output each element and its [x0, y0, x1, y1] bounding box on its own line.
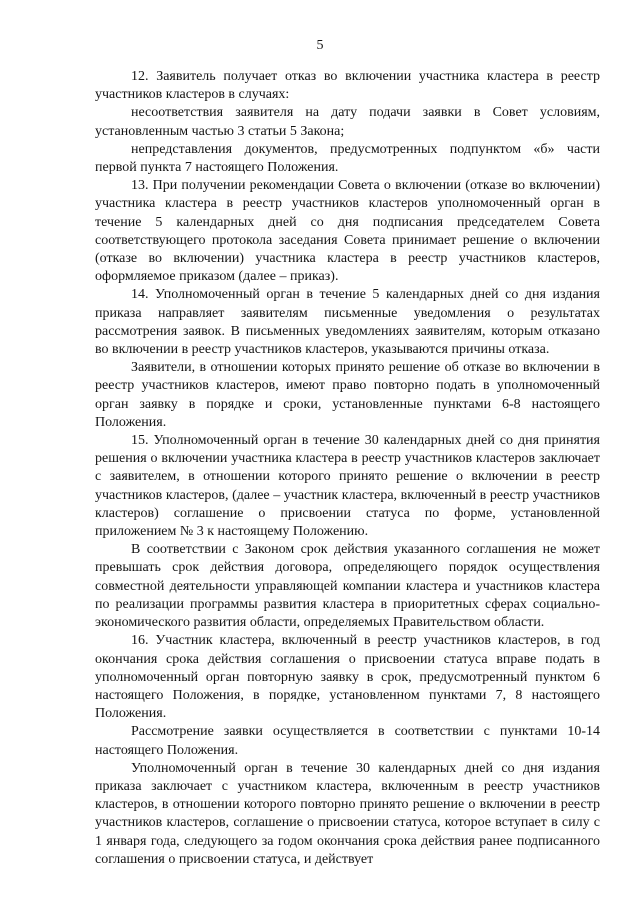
- paragraph-15: 15. Уполномоченный орган в течение 30 календарных дней со дня принятия решения о включении участника кластера в реестр участников кластеров заключает с заявителем, в отношении которого принято решение о включении в реестр участников кластеров, (далее – участник кластера, включенный в реестр участников кластеров) соглашение о присвоении статуса по форме, установленной приложением № 3 к настоящему Положению.: [95, 433, 600, 540]
- paragraph-16: 16. Участник кластера, включенный в реестр участников кластеров, в год окончания срока действия соглашения о присвоении статуса вправе подать в уполномоченный орган повторную заявку в срок, предусмотренный пунктом 6 настоящего Положения, в порядке, установленном пунктами 7, 8 настоящего Положения.: [95, 633, 600, 722]
- paragraph-14: 14. Уполномоченный орган в течение 5 календарных дней со дня издания приказа направляет заявителям письменные уведомления о результатах рассмотрения заявок. В письменных уведомлениях заявителям, которым отказано во включении в реестр участников кластеров, указываются причины отказа.: [95, 287, 600, 358]
- paragraph-12-item-1: несоответствия заявителя на дату подачи заявки в Совет условиям, установленным частью 3 статьи 5 Закона;: [95, 105, 600, 139]
- paragraph-16-final: Уполномоченный орган в течение 30 календарных дней со дня издания приказа заключает с участником кластера, включенным в реестр участников кластеров, в отношении которого повторно принято решение о включении в реестр участников кластеров, соглашение о присвоении статуса, которое вступает в силу с 1 января года, следующего за годом окончания срока действия ранее подписанного соглашения о присвоении статуса, и действует: [95, 760, 600, 867]
- paragraph-12-item-2: непредставления документов, предусмотренных подпунктом «б» части первой пункта 7 настоящего Положения.: [95, 141, 600, 176]
- document-body: [95, 68, 600, 869]
- paragraph-16-continued: Рассмотрение заявки осуществляется в соответствии с пунктами 10-14 настоящего Положения.: [95, 724, 600, 758]
- paragraph-14-continued: Заявители, в отношении которых принято решение об отказе во включении в реестр участников кластеров, имеют право повторно подать в уполномоченный орган заявку в порядке и сроки, установленные пунктами 6-8 настоящего Положения.: [95, 360, 600, 430]
- paragraph-13: 13. При получении рекомендации Совета о включении (отказе во включении) участника кластера в реестр участников кластеров уполномоченный орган в течение 5 календарных дней со дня подписания председателем Совета соответствующего протокола заседания Совета принимает решение о включении (отказе во включении) участника кластера в реестр участников кластеров, оформляемое приказом (далее – приказ).: [95, 178, 600, 285]
- paragraph-15-continued: В соответствии с Законом срок действия указанного соглашения не может превышать срок действия договора, определяющего порядок осуществления совместной деятельности управляющей компании кластера и участников кластера по реализации программы развития кластера в приоритетных сферах социально-экономического развития области, определяемых Правительством области.: [95, 542, 600, 631]
- paragraph-12: 12. Заявитель получает отказ во включении участника кластера в реестр участников кластеров в случаях:: [95, 69, 600, 103]
- page-number: 5: [316, 38, 324, 53]
